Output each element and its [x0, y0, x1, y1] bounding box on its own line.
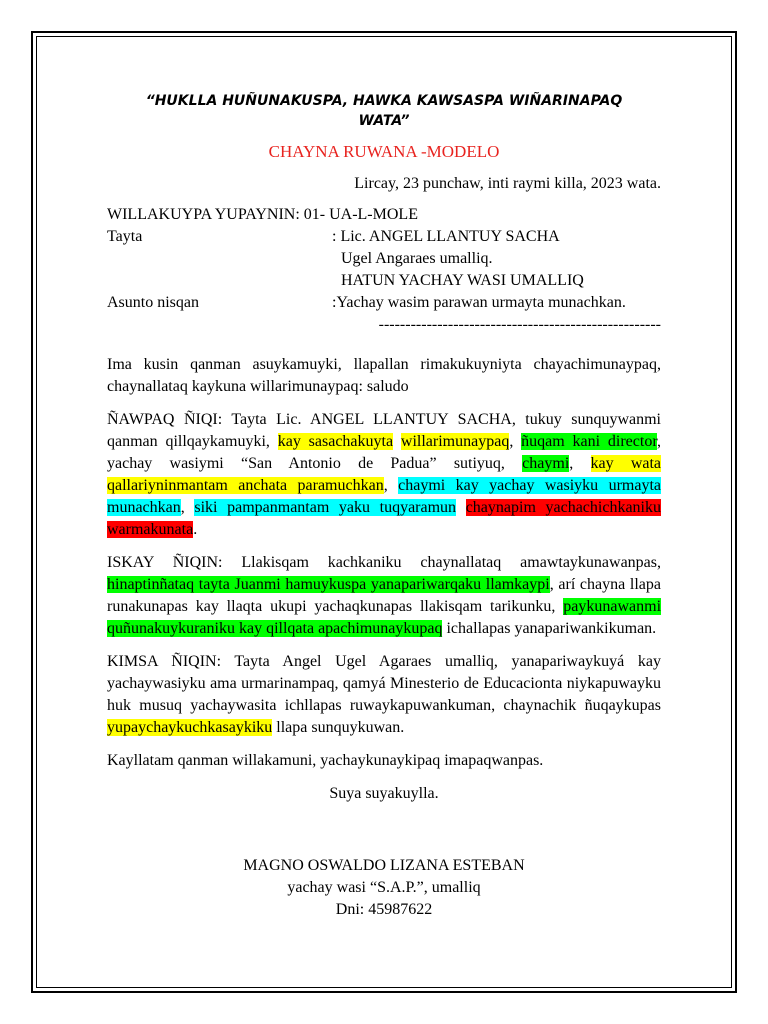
recipient-line-2: Ugel Angaraes umalliq. — [341, 250, 493, 267]
subject-value: :Yachay wasim parawan urmayta munachkan. — [332, 294, 626, 311]
p2-text-e: ichallapas yanapariwankikuman. — [446, 620, 657, 637]
recipient-label: Tayta — [107, 228, 143, 245]
p1-text-a: ÑAWPAQ ÑIQI: Tayta Lic. ANGEL LLANTUY SACHA, tukuy sunquywanmi qanman qillqaykamuyki, — [107, 411, 661, 450]
farewell: Suya suyakuylla. — [329, 785, 439, 802]
letter-header — [107, 204, 661, 336]
p1-highlight-c: willarimunaypaq — [400, 433, 510, 450]
document-title: “HUKLLA HUÑUNAKUSPA, HAWKA KAWSASPA WIÑARINAPAQ WATA” — [145, 93, 623, 129]
paragraph-first: ÑAWPAQ ÑIQI: Tayta Lic. ANGEL LLANTUY SACHA, tukuy sunquywanmi qanman qillqaykamuyki, kay sasachakuyta willarimunaypaq, ñuqam kani director, yachay wasiymi “San Antonio de Padua” sutiyuq, chaymi, kay wata qallariyninmantam anchata paramuchkan, chaymi kay yachay wasiyku urmayta munachkan, siki pampanmantam yaku tuqyaramun chaynapim yachachichkaniku warmakunata. — [107, 411, 662, 538]
p3-highlight-b: yupaychaykuchkasaykiku — [107, 719, 273, 736]
p3-text-a: KIMSA ÑIQIN: Tayta Angel Ugel Agaraes umalliq, yanapariwaykuyá kay yachaywasiyku ama urmarinampaq, qamyá Minesterio de Educacionta niykapuwayku huk musuq yachaywasita ichllapas ruwaykapuwankuman, chaynachik ñuqaykupas — [107, 653, 661, 714]
paragraph-second — [107, 552, 661, 640]
p2-highlight-d: paykunawanmi quñunakuykuraniku kay qillqata apachimunaykupaq — [107, 598, 662, 637]
separator-line: ----------------------------------------------------- — [378, 316, 661, 333]
p2-highlight-b: hinaptinñataq tayta Juanmi hamuykuspa yanapariwarqaku llamkaypi — [107, 576, 550, 593]
intro-paragraph: Ima kusin qanman asuykamuyki, llapallan rimakukuyniyta chayachimunaypaq, chaynallataq kaykuna willarimunaypaq: saludo — [107, 356, 661, 395]
p1-highlight-d: ñuqam kani director — [521, 433, 658, 450]
p1-highlight-i-red: chaynapim yachachichkaniku warmakunata — [107, 499, 662, 538]
recipient-line-3: HATUN YACHAY WASI UMALLIQ — [341, 272, 584, 289]
closing-paragraph: Kayllatam qanman willakamuni, yachaykunaykipaq imapaqwanpas. — [107, 752, 544, 769]
p3-text-c: llapa sunquykuwan. — [276, 719, 405, 736]
document-subtitle: CHAYNA RUWANA -MODELO — [268, 142, 500, 161]
signature-dni: Dni: 45987622 — [335, 901, 433, 918]
recipient-name: : Lic. ANGEL LLANTUY SACHA — [332, 228, 560, 245]
subject-label: Asunto nisqan — [107, 294, 199, 311]
p1-text-e: , yachay wasiymi “San Antonio de Padua” sutiyuq, — [107, 433, 662, 472]
document-date: Lircay, 23 punchaw, inti raymi killa, 2023 wata. — [354, 175, 661, 192]
recipient-row — [107, 226, 661, 248]
signature-name: MAGNO OSWALDO LIZANA ESTEBAN — [243, 857, 525, 874]
p1-highlight-f: chaymi — [522, 455, 570, 472]
p1-highlight-i-cyan: siki pampanmantam yaku tuqyaramun — [194, 499, 457, 516]
signature-role: yachay wasi “S.A.P.”, umalliq — [287, 879, 481, 896]
p2-text-c: , arí chayna llapa runakunapas kay llaqta ukupi yachaqkunapas llakisqam tarikunku, — [107, 576, 661, 615]
paragraph-third — [107, 651, 661, 739]
reference-number: WILLAKUYPA YUPAYNIN: 01- UA-L-MOLE — [107, 206, 418, 223]
p1-highlight-g: kay wata qallariyninmantam anchata paramuchkan — [107, 455, 662, 494]
p1-highlight-b: kay sasachakuyta — [277, 433, 394, 450]
signature-block — [107, 855, 661, 921]
p2-text-a: ISKAY ÑIQIN: Llakisqam kachkaniku chaynallataq amawtaykunawanpas, — [107, 554, 661, 571]
subject-row — [107, 292, 661, 314]
p1-highlight-h: chaymi kay yachay wasiyku urmayta munachkan — [107, 477, 662, 516]
document-page — [107, 88, 661, 921]
